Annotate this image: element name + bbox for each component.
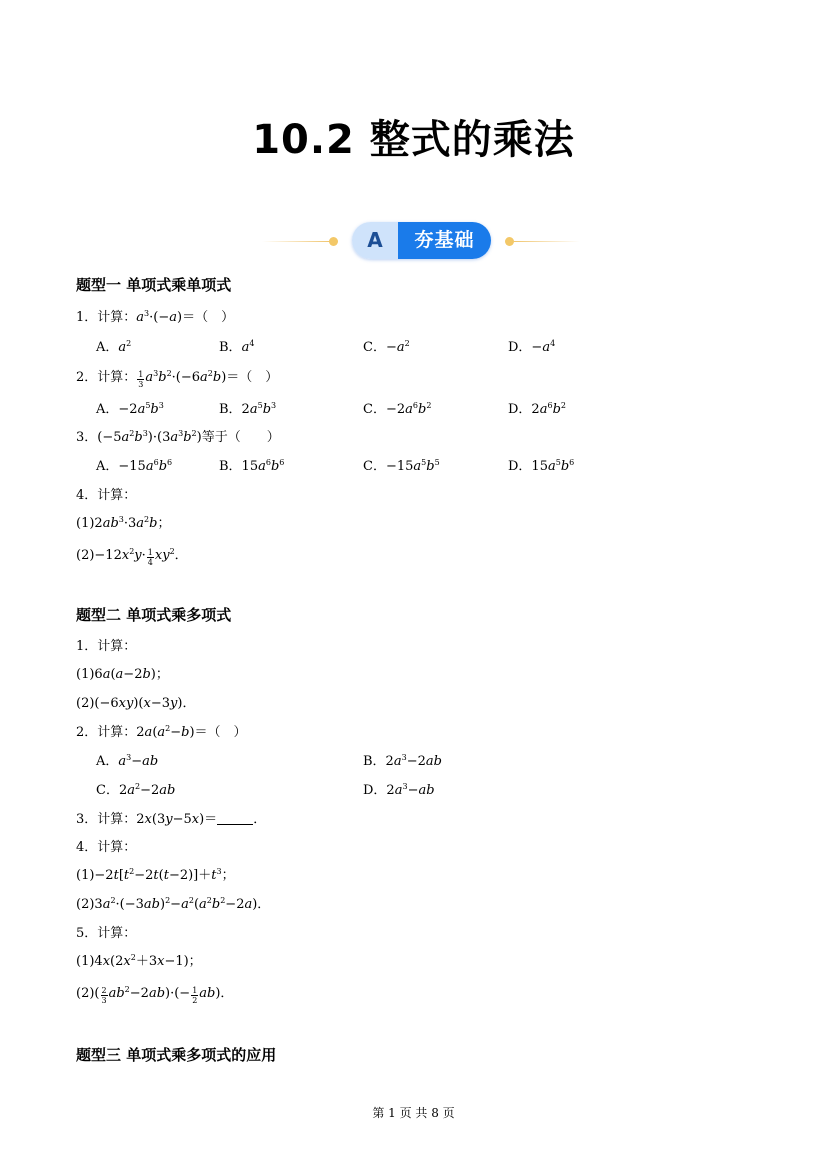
q1-option-d: D．$-a^4$: [508, 339, 556, 355]
decor-dot-right: [505, 237, 514, 246]
q2-option-a: A．$-2a^5b^3$: [96, 401, 164, 417]
s2-question-2: 2．计算：$2a(a^2-b)=$（ ）: [76, 724, 247, 740]
s2-q4-part-2: $(2)3a^2\cdot(-3ab)^2-a^2(a^2b^2-2a)$．: [76, 896, 271, 912]
q3-option-b: B．$15a^6b^6$: [219, 458, 285, 474]
s2-q2-option-b: B．$2a^3-2ab$: [363, 753, 442, 769]
question-2: 2．计算： $\frac{1}{3}$ $a^3b^2\cdot(-6a^2b)=$（ ）: [76, 369, 279, 389]
q3-option-d: D．$15a^5b^6$: [508, 458, 575, 474]
s2-q1-part-1: (1)6a(a−2b)；: [76, 667, 169, 682]
section-heading-1: 题型一 单项式乘单项式: [76, 276, 232, 294]
s2-question-5: 5．计算：: [76, 926, 137, 941]
q1-option-a: A．$a^2$: [96, 339, 132, 355]
decor-line-left: [262, 241, 330, 242]
q3-option-a: A．$-15a^6b^6$: [96, 458, 173, 474]
page-title: 10.2 整式的乘法: [252, 117, 575, 163]
q2-option-b: B．$2a^5b^3$: [219, 401, 277, 417]
s2-q5-part-2: (2)( $\frac{2}{3}$ $ab^2-2ab)\cdot(-$ $\frac{1}{2}$ ab)．: [76, 985, 234, 1005]
q1-option-c: C．$-a^2$: [363, 339, 410, 355]
q2-option-d: D．$2a^6b^2$: [508, 401, 566, 417]
q3-option-c: C．$-15a^5b^5$: [363, 458, 440, 474]
level-badge: [352, 222, 491, 259]
page-footer: 第 1 页 共 8 页: [372, 1106, 455, 1120]
question-1: 1．计算：$a^3\cdot(-a)=$（ ）: [76, 309, 235, 325]
decor-dot-left: [329, 237, 338, 246]
s2-q2-option-d: D．$2a^3-ab$: [363, 782, 435, 798]
answer-blank[interactable]: [217, 812, 253, 825]
q4-part-1: $(1)2ab^3\cdot 3a^2b$；: [76, 515, 171, 531]
section-heading-3: 题型三 单项式乘多项式的应用: [76, 1046, 277, 1064]
s2-question-4: 4．计算：: [76, 840, 137, 855]
q2-option-c: C．$-2a^6b^2$: [363, 401, 432, 417]
decor-line-right: [514, 241, 580, 242]
badge-text: 夯基础: [398, 222, 491, 259]
s2-q4-part-1: $(1)-2t[t^2-2t(t-2)]+t^3$；: [76, 867, 235, 883]
s2-q2-option-a: A．$a^3-ab$: [96, 753, 159, 769]
s2-q2-option-c: C．$2a^2-2ab$: [96, 782, 176, 798]
s2-q5-part-1: $(1)4x(2x^2+3x-1)$；: [76, 953, 202, 969]
question-3: 3．$(-5a^2b^3)\cdot(3a^3b^2)$等于（ ）: [76, 429, 280, 445]
badge-letter: A: [352, 222, 398, 259]
section-heading-2: 题型二 单项式乘多项式: [76, 606, 232, 624]
q4-part-2: $(2)-12x^2y\cdot$ $\frac{1}{4}$ $xy^2$．: [76, 547, 188, 567]
section-badge-row: [0, 219, 827, 263]
s2-question-1: 1．计算：: [76, 639, 137, 654]
q1-option-b: B．$a^4$: [219, 339, 255, 355]
s2-question-3: 3．计算：2x(3y−5x)＝ ．: [76, 812, 267, 827]
s2-q1-part-2: (2)(−6xy)(x−3y)．: [76, 696, 196, 711]
question-4: 4．计算：: [76, 488, 137, 503]
